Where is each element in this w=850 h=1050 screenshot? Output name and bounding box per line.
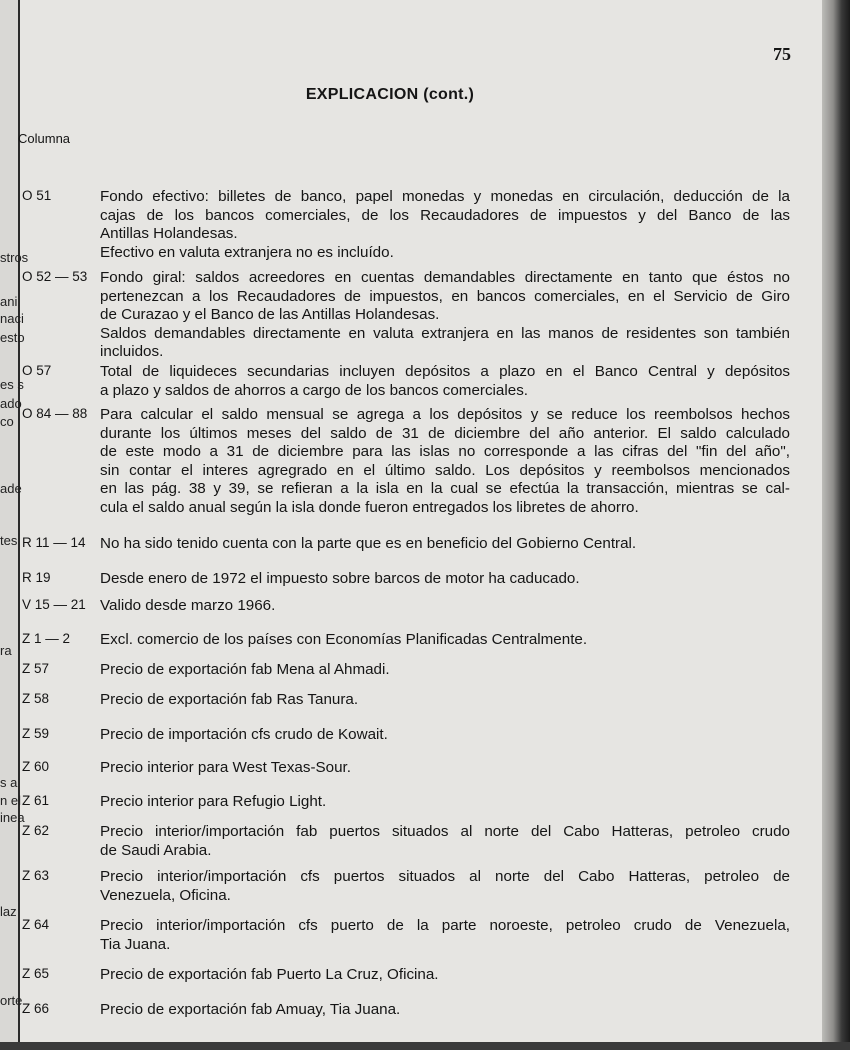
text-line: cula el saldo anual según la isla donde fueron entregados los libretes de ahorro. xyxy=(100,498,639,516)
explanation-text xyxy=(100,759,790,778)
text-line: Precio de exportación fab Puerto La Cruz, Oficina. xyxy=(100,966,439,983)
margin-fragment: esto xyxy=(0,330,25,345)
explanation-text xyxy=(100,868,790,905)
text-line: incluidos. xyxy=(100,343,164,361)
text-line: Para calcular el saldo mensual se agrega a los depósitos y se reduce los reembolsos hechos xyxy=(100,406,790,423)
explanation-text xyxy=(100,597,790,616)
text-line: pertenezcan a los Recaudadores de impuestos, en bancos comerciales, en el Servicio de Giro xyxy=(100,287,790,305)
text-line: Precio interior/importación fab puertos situados al norte del Cabo Hatteras, petroleo crudo xyxy=(100,823,790,840)
explanation-text xyxy=(100,269,790,362)
text-line: No ha sido tenido cuenta con la parte que es en beneficio del Gobierno Central. xyxy=(100,535,637,552)
text-line: Valido desde marzo 1966. xyxy=(100,597,276,614)
column-code: Z 59 xyxy=(22,726,50,741)
margin-fragment: stros xyxy=(0,250,29,265)
column-header: Columna xyxy=(18,131,71,146)
column-code: Z 65 xyxy=(22,966,50,981)
margin-fragment: ani xyxy=(0,294,18,309)
column-code: V 15 — 21 xyxy=(22,597,86,612)
margin-fragment: ra xyxy=(0,643,12,658)
explanation-text xyxy=(100,726,790,745)
text-line: sin contar el interes agregrado en el último saldo. Los depósitos y reembolsos mencionados xyxy=(100,461,790,479)
explanation-text xyxy=(100,966,790,985)
column-code: Z 58 xyxy=(22,691,50,706)
column-code: Z 66 xyxy=(22,1001,50,1016)
text-line: Precio de exportación fab Amuay, Tia Juana. xyxy=(100,1001,401,1018)
explanation-text xyxy=(100,570,790,589)
text-line: Precio interior para West Texas-Sour. xyxy=(100,759,351,776)
text-line: Excl. comercio de los países con Economías Planificadas Centralmente. xyxy=(100,631,588,648)
explanation-text xyxy=(100,188,790,262)
explanation-text xyxy=(100,1001,790,1020)
margin-fragment: co xyxy=(0,414,14,429)
margin-fragment: naci xyxy=(0,311,24,326)
text-line: Fondo efectivo: billetes de banco, papel monedas y monedas en circulación, deducción de la xyxy=(100,188,790,205)
column-code: Z 62 xyxy=(22,823,50,838)
adjacent-page-strip xyxy=(0,0,29,1050)
text-line: en las pág. 38 y 39, se refieran a la isla en la cual se efectúa la transacción, mientras se cal- xyxy=(100,480,790,498)
column-code: Z 61 xyxy=(22,793,50,808)
column-code: Z 63 xyxy=(22,868,50,883)
margin-fragment: n el xyxy=(0,793,21,808)
margin-fragment: orte xyxy=(0,993,23,1008)
explanation-text xyxy=(100,917,790,954)
column-code: R 11 — 14 xyxy=(22,535,86,550)
column-code: R 19 xyxy=(22,570,51,585)
text-line: Antillas Holandesas. xyxy=(100,225,238,243)
column-code: O 51 xyxy=(22,188,52,203)
column-code: Z 64 xyxy=(22,917,50,932)
explanation-text xyxy=(100,363,790,400)
explanation-text xyxy=(100,535,790,554)
column-code: Z 57 xyxy=(22,661,50,676)
text-line: a plazo y saldos de ahorros a cargo de los bancos comerciales. xyxy=(100,381,529,399)
page-bottom-edge xyxy=(0,1042,850,1050)
explanation-text xyxy=(100,661,790,680)
column-code: O 52 — 53 xyxy=(22,269,88,284)
explanation-text xyxy=(100,691,790,710)
text-line: Precio de exportación fab Ras Tanura. xyxy=(100,691,359,708)
margin-fragment: s a xyxy=(0,775,18,790)
margin-fragment: laz xyxy=(0,904,17,919)
explanation-text xyxy=(100,406,790,518)
column-code: Z 60 xyxy=(22,759,50,774)
text-line: de Curazao y el Banco de las Antillas Holandesas. xyxy=(100,306,440,324)
margin-fragment: ade xyxy=(0,481,22,496)
text-line: Saldos demandables directamente en valuta extranjera en las manos de residentes son también xyxy=(100,324,790,342)
explanation-text xyxy=(100,793,790,812)
column-code: Z 1 — 2 xyxy=(22,631,71,646)
text-line: de Saudi Arabia. xyxy=(100,841,212,859)
text-line: Total de liquideces secundarias incluyen depósitos a plazo en el Banco Central y depósitos xyxy=(100,363,790,380)
column-code: O 84 — 88 xyxy=(22,406,88,421)
page-title: EXPLICACION (cont.) xyxy=(305,86,475,103)
explanation-text xyxy=(100,631,790,650)
text-line: Precio de importación cfs crudo de Kowait. xyxy=(100,726,388,743)
text-line: Precio de exportación fab Mena al Ahmadi. xyxy=(100,661,390,678)
book-spine-edge xyxy=(822,0,850,1050)
text-line: Fondo giral: saldos acreedores en cuentas demandables directamente en tanto que éstos no xyxy=(100,269,790,286)
explanation-text xyxy=(100,823,790,860)
text-line: cajas de los bancos comerciales, de los Recaudadores de impuestos y del Banco de las xyxy=(100,206,790,224)
column-code: O 57 xyxy=(22,363,52,378)
text-line: Precio interior para Refugio Light. xyxy=(100,793,327,810)
margin-fragment: inea xyxy=(0,810,25,825)
margin-fragment: tes xyxy=(0,533,18,548)
text-line: Desde enero de 1972 el impuesto sobre barcos de motor ha caducado. xyxy=(100,570,580,587)
text-line: Tia Juana. xyxy=(100,935,171,953)
margin-fragment: ado xyxy=(0,396,22,411)
text-line: Efectivo en valuta extranjera no es incluído. xyxy=(100,243,394,261)
page-number: 75 xyxy=(773,44,791,64)
margin-fragment: es s xyxy=(0,377,24,392)
text-line: Precio interior/importación cfs puertos situados al norte del Cabo Hatteras, petroleo de xyxy=(100,868,790,885)
text-line: de este modo a 31 de diciembre para las islas no corresponde a las cifras del "fin del año", xyxy=(100,443,790,461)
text-line: durante los últimos meses del saldo de 31 de diciembre del año anterior. El saldo calculado xyxy=(100,424,790,442)
text-line: Precio interior/importación cfs puerto de la parte noroeste, petroleo crudo de Venezuela, xyxy=(100,917,790,934)
text-line: Venezuela, Oficina. xyxy=(100,886,231,904)
